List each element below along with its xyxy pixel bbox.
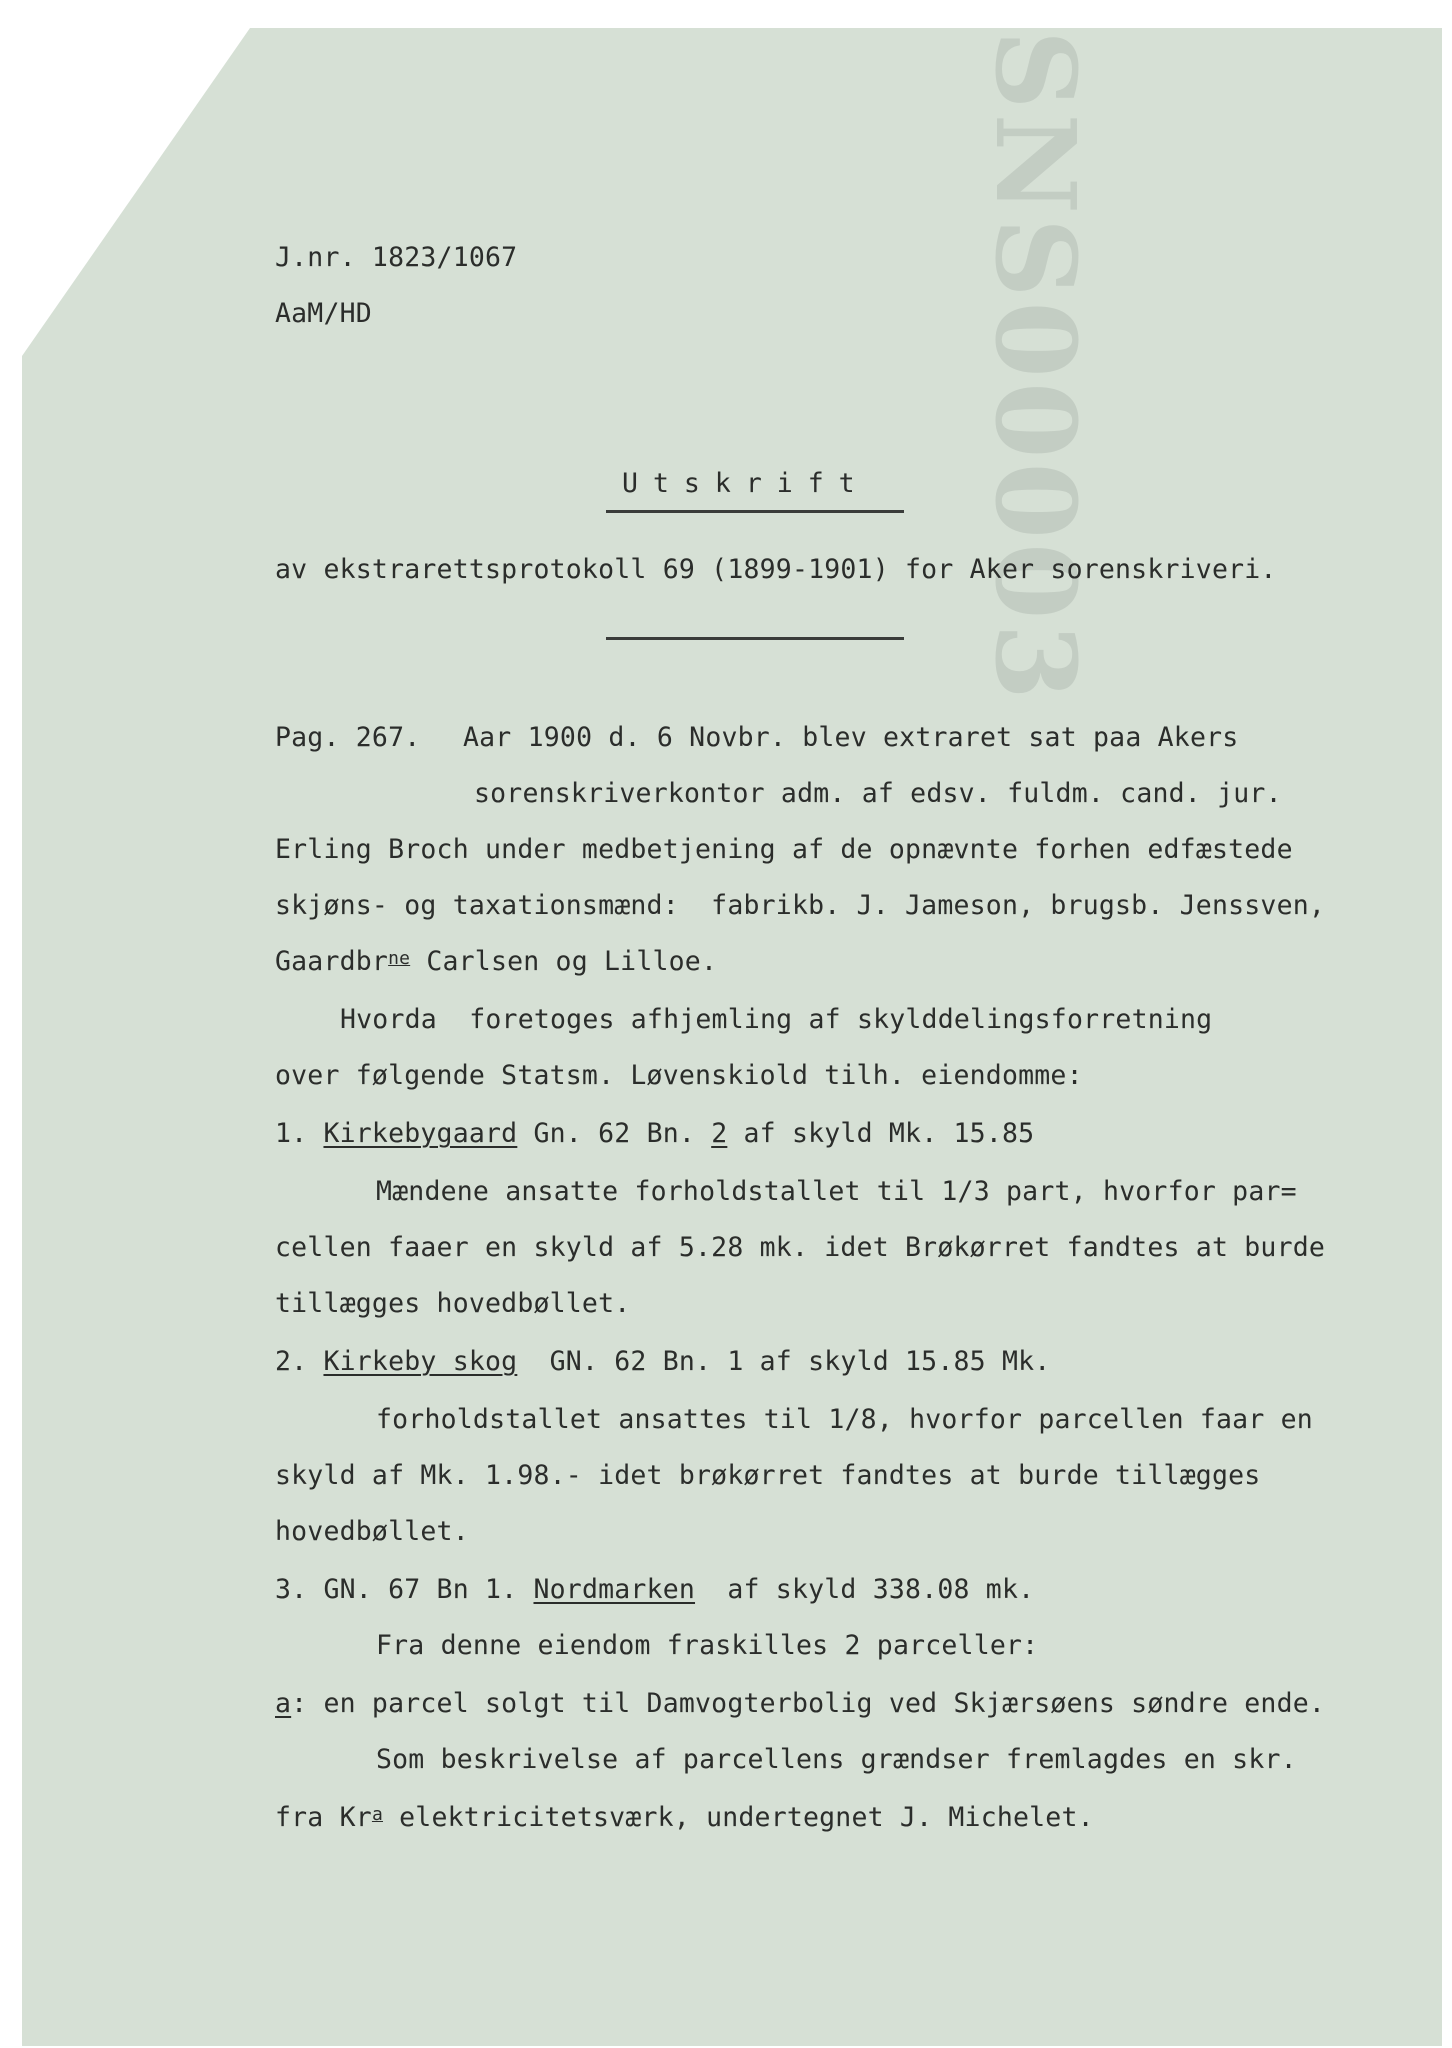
- text-line: Som beskrivelse af parcellens grændser fremlagdes en skr.: [376, 1744, 1297, 1775]
- text-line: cellen faaer en skyld af 5.28 mk. idet Brøkørret fandtes at burde: [275, 1232, 1326, 1263]
- text-line: hovedbøllet.: [275, 1516, 469, 1547]
- property-name: Nordmarken: [533, 1574, 696, 1605]
- subitem-letter: a: [275, 1688, 292, 1719]
- document-title: Utskrift: [622, 468, 870, 499]
- text-line: Hvorda foretoges afhjemling af skylddelingsforretning: [340, 1004, 1213, 1035]
- archive-stamp-watermark: SNS00003: [971, 30, 1100, 705]
- text-line: Erling Broch under medbetjening af de opnævnte forhen edfæstede: [275, 834, 1293, 865]
- journal-number: J.nr. 1823/1067: [275, 242, 518, 273]
- text-line: Fra denne eiendom fraskilles 2 parceller:: [376, 1630, 1039, 1661]
- text-fragment: fra Kr: [275, 1802, 372, 1833]
- text-line: Mændene ansatte forholdstallet til 1/3 part, hvorfor par=: [376, 1176, 1297, 1207]
- text-line: [275, 946, 717, 978]
- superscript: a: [371, 1804, 383, 1825]
- item-heading: [275, 1118, 1034, 1150]
- subtitle-divider: [606, 637, 904, 640]
- text-line: skjøns- og taxationsmænd: fabrikb. J. Jameson, brugsb. Jenssven,: [275, 890, 1326, 921]
- title-underline: [606, 510, 904, 513]
- text-fragment: af skyld 338.08 mk.: [695, 1574, 1035, 1605]
- text-fragment: 2: [711, 1118, 728, 1149]
- text-line: skyld af Mk. 1.98.- idet brøkørret fandtes at burde tillægges: [275, 1460, 1261, 1491]
- item-heading: [275, 1346, 1050, 1378]
- item-number: 2.: [275, 1346, 324, 1377]
- initials: AaM/HD: [275, 298, 372, 329]
- document-subtitle: av ekstrarettsprotokoll 69 (1899-1901) for Aker sorenskriveri.: [275, 554, 1277, 585]
- property-name: Kirkebygaard: [323, 1118, 518, 1149]
- superscript: ne: [388, 948, 411, 969]
- text-line: over følgende Statsm. Løvenskiold tilh. eiendomme:: [275, 1060, 1083, 1091]
- text-line: forholdstallet ansattes til 1/8, hvorfor parcellen faar en: [376, 1404, 1313, 1435]
- page-reference: Pag. 267.: [275, 722, 421, 753]
- text-fragment: af skyld Mk. 15.85: [727, 1118, 1035, 1149]
- text-fragment: Carlsen og Lilloe.: [410, 946, 718, 977]
- text-line: Aar 1900 d. 6 Novbr. blev extraret sat paa Akers: [463, 722, 1239, 753]
- text-fragment: : en parcel solgt til Damvogterbolig ved Skjærsøens søndre ende.: [291, 1688, 1326, 1719]
- text-line: [275, 1802, 1094, 1834]
- text-line: tillægges hovedbøllet.: [275, 1288, 631, 1319]
- text-fragment: Gn. 62 Bn.: [517, 1118, 712, 1149]
- text-fragment: 3. GN. 67 Bn 1.: [275, 1574, 534, 1605]
- text-fragment: Gaardbr: [275, 946, 389, 977]
- item-heading: [275, 1574, 1034, 1606]
- text-fragment: GN. 62 Bn. 1 af skyld 15.85 Mk.: [517, 1346, 1051, 1377]
- property-name: Kirkeby skog: [323, 1346, 518, 1377]
- text-fragment: elektricitetsværk, undertegnet J. Michelet.: [382, 1802, 1094, 1833]
- item-number: 1.: [275, 1118, 324, 1149]
- text-line: [275, 1688, 1325, 1720]
- text-line: sorenskriverkontor adm. af edsv. fuldm. cand. jur.: [474, 778, 1282, 809]
